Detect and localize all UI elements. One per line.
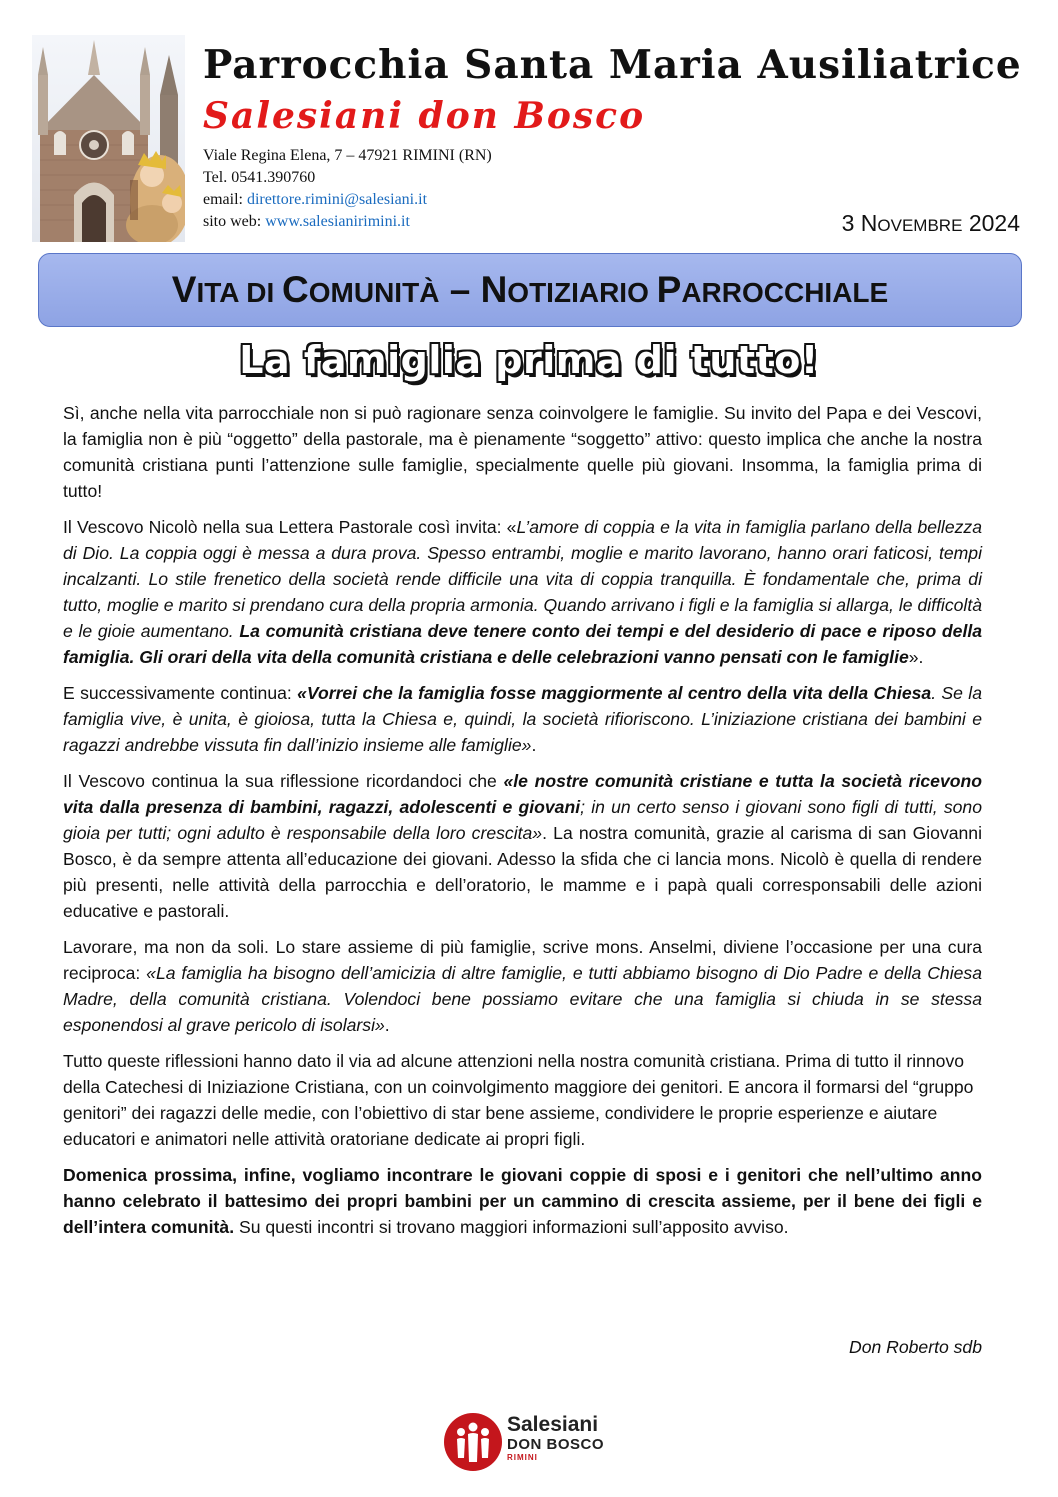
email-line [203, 189, 492, 211]
salesiani-logo-icon [443, 1412, 503, 1472]
newsletter-title: VITA DI COMUNITÀ – NOTIZIARIO PARROCCHIALE [171, 269, 889, 310]
paragraph-7: Domenica prossima, infine, vogliamo incontrare le giovani coppie di sposi e i genitori che nell’ultimo anno hanno celebrato il battesimo dei propri bambini per un cammino di crescita assieme, per il bene dei figli e dell’intera comunità. Su questi incontri si trovano maggiori informazioni sull’apposito avviso. [63, 1165, 982, 1237]
paragraph-3: E successivamente continua: «Vorrei che la famiglia fosse maggiormente al centro della vita della Chiesa. Se la famiglia vive, è unita, è gioiosa, tutta la Chiesa e, quindi, la società rifioriscono. L’iniziazione cristiana dei bambini e ragazzi andrebbe vissuta fin dall’inizio insieme alle famiglie». [63, 683, 982, 755]
paragraph-4: Il Vescovo continua la sua riflessione ricordandoci che «le nostre comunità cristiane e tutta la società ricevono vita dalla presenza di bambini, ragazzi, adolescenti e giovani; in un certo senso i giovani sono figli di tutti, sono gioia per tutti; ogni adulto è responsabile della loro crescita». La nostra comunità, grazie al carisma di san Giovanni Bosco, è da sempre attenta all’educazione dei giovani. Adesso la sfida che ci lancia mons. Nicolò è quella di rendere più presenti, nelle attività della parrocchia e dell’oratorio, le mamme e i papà quali corresponsabili delle azioni educative e pastorali. [63, 771, 983, 921]
phone: Tel. 0541.390760 [203, 169, 316, 186]
salesiani-footer-logo [443, 1412, 623, 1474]
article-body [63, 400, 982, 1250]
email-label: email: [203, 191, 247, 208]
parish-subtitle: Salesiani don Bosco [203, 95, 646, 137]
email-link[interactable]: direttore.rimini@salesiani.it [246, 191, 428, 208]
logo-line-2: DON BOSCO [507, 1436, 605, 1453]
paragraph-2: Il Vescovo Nicolò nella sua Lettera Pastorale così invita: «L’amore di coppia e la vita in famiglia parlano della bellezza di Dio. La coppia oggi è messa a dura prova. Spesso entrambi, moglie e marito lavorano, hanno orari faticosi, tempi incalzanti. Lo stile frenetico della società rende difficile una vita di coppia tranquilla. È fondamentale che, prima di tutto, moglie e marito si prendano cura della propria armonia. Quando arrivano i figli e la famiglia si allarga, le difficoltà e le gioie aumentano. La comunità cristiana deve tenere conto dei tempi e del desiderio di pace e riposo della famiglia. Gli orari della vita della comunità cristiana e delle celebrazioni vanno pensati con le famiglie». [63, 517, 982, 667]
address: Viale Regina Elena, 7 – 47921 RIMINI (RN) [203, 147, 492, 164]
logo-line-1: Salesiani [507, 1413, 599, 1436]
signature: Don Roberto sdb [848, 1337, 982, 1357]
paragraph-5: Lavorare, ma non da soli. Lo stare assieme di più famiglie, scrive mons. Anselmi, diviene l’occasione per una cura reciproca: «La famiglia ha bisogno dell’amicizia di altre famiglie, e tutti abbiamo bisogno di Dio Padre e della Chiesa Madre, della comunità cristiana. Volendoci bene possiamo evitare che una famiglia si chiuda in se stessa esponendosi al grave pericolo di isolarsi». [63, 937, 982, 1035]
issue-date: 3 NOVEMBRE 2024 [841, 210, 1020, 236]
church-madonna-image [32, 35, 185, 242]
paragraph-6: Tutto queste riflessioni hanno dato il via ad alcune attenzioni nella nostra comunità cristiana. Prima di tutto il rinnovo della Catechesi di Iniziazione Cristiana, con un coinvolgimento maggiore dei genitori. E ancora il formarsi del “gruppo genitori” dei ragazzi delle medie, con l’obiettivo di star bene assieme, condividere le proprie esperienze e aiutare educatori e animatori nelle attività oratoriane dedicate ai propri figli. [63, 1051, 974, 1149]
parish-name: Parrocchia Santa Maria Ausiliatrice [203, 42, 1022, 88]
logo-line-3: RIMINI [507, 1453, 538, 1462]
web-line [203, 211, 492, 233]
website-link[interactable]: www.salesianirimini.it [265, 213, 410, 230]
paragraph-1: Sì, anche nella vita parrocchiale non si può ragionare senza coinvolgere le famiglie. Su invito del Papa e dei Vescovi, la famiglia non è più “oggetto” della pastorale, ma è pienamente “soggetto” attivo: questo implica che anche la nostra comunità cristiana punti l’attenzione sulle famiglie, specialmente quelle più giovani. Insomma, la famiglia prima di tutto! [63, 403, 982, 501]
article-headline: La famiglia prima di tutto! [239, 338, 819, 382]
web-label: sito web: [203, 213, 266, 230]
contact-info [203, 145, 492, 233]
newsletter-banner [38, 253, 1022, 327]
